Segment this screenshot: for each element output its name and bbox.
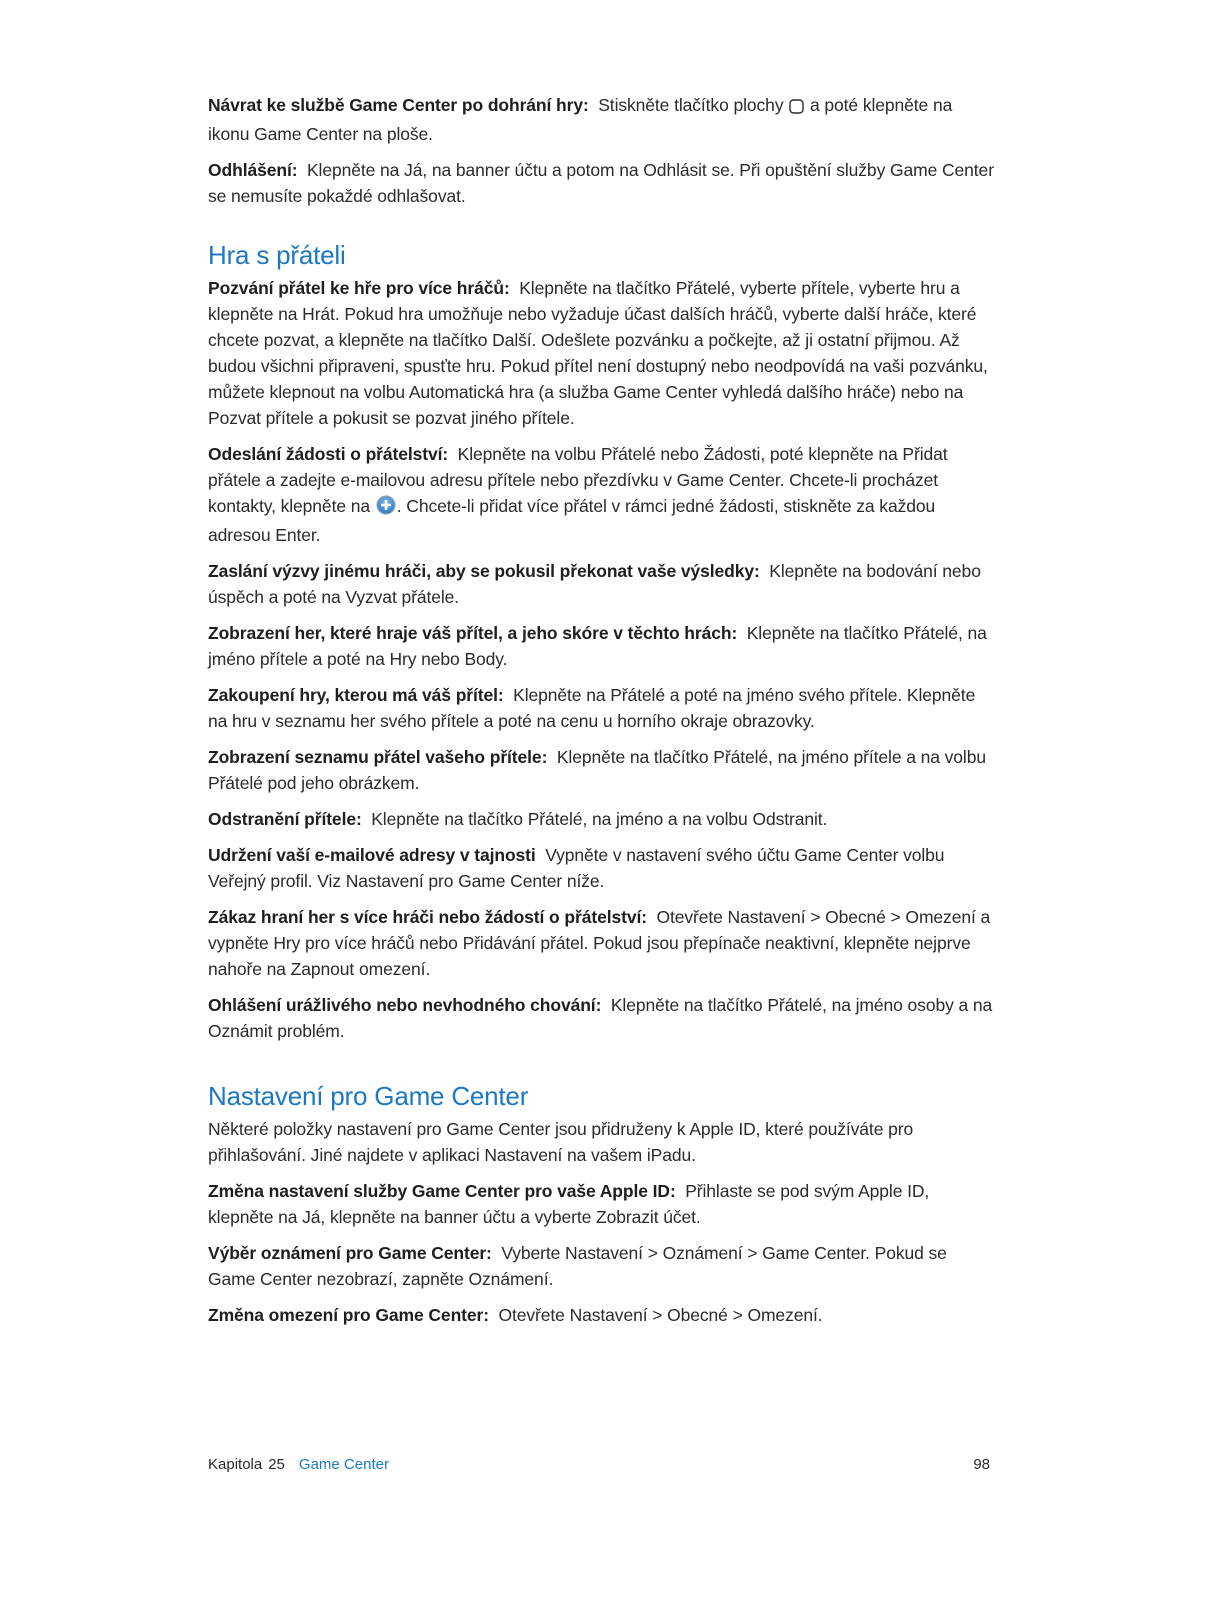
paragraph-text: Klepněte na Já, na banner účtu a potom na Odhlásit se. Při opuštění služby Game Center se nemusíte pokaždé odhlašovat. <box>208 160 994 206</box>
friends-paragraph <box>208 992 998 1044</box>
paragraph-text: Vypněte v nastavení svého účtu Game Center volbu Veřejný profil. Viz Nastavení pro Game Center níže. <box>208 845 945 891</box>
home-button-icon <box>789 95 804 121</box>
term-label: Udržení vaší e-mailové adresy v tajnosti <box>208 845 536 865</box>
paragraph-text: Klepněte na tlačítko Přátelé, na jméno osoby a na Oznámit problém. <box>208 995 993 1041</box>
friends-paragraph <box>208 558 998 610</box>
paragraph-text: Vyberte Nastavení > Oznámení > Game Center. Pokud se Game Center nezobrazí, zapněte Oznámení. <box>208 1243 947 1289</box>
chapter-number: 25 <box>268 1456 285 1473</box>
intro-paragraph-return <box>208 92 998 147</box>
paragraph-text: Klepněte na tlačítko Přátelé, na jméno přítele a poté na Hry nebo Body. <box>208 623 987 669</box>
paragraph-text: Otevřete Nastavení > Obecné > Omezení. <box>498 1305 823 1325</box>
page-content <box>208 92 998 1338</box>
term-label: Zákaz hraní her s více hráči nebo žádostí o přátelství: <box>208 907 647 927</box>
friends-paragraph <box>208 620 998 672</box>
paragraph-text: Klepněte na tlačítko Přátelé, na jméno a na volbu Odstranit. <box>371 809 828 829</box>
friends-paragraph <box>208 842 998 894</box>
friends-paragraph <box>208 744 998 796</box>
friends-paragraph <box>208 275 998 431</box>
term-label: Návrat ke službě Game Center po dohrání hry: <box>208 95 589 115</box>
paragraph-text: Klepněte na volbu Přátelé nebo Žádosti, poté klepněte na Přidat přátele a zadejte e-mailovou adresu přítele nebo přezdívku v Game Center. Chcete-li procházet kontakty, klepněte na <box>208 444 948 516</box>
term-label: Zobrazení seznamu přátel vašeho přítele: <box>208 747 548 767</box>
friends-paragraph <box>208 806 998 832</box>
settings-intro-paragraph: Některé položky nastavení pro Game Center jsou přidruženy k Apple ID, které používáte pro přihlašování. Jiné najdete v aplikaci Nastavení na vašem iPadu. <box>208 1119 914 1165</box>
term-label: Zakoupení hry, kterou má váš přítel: <box>208 685 504 705</box>
page-number: 98 <box>973 1456 990 1473</box>
term-label: Zaslání výzvy jinému hráči, aby se pokusil překonat vaše výsledky: <box>208 561 760 581</box>
paragraph-text: Klepněte na Přátelé a poté na jméno svého přítele. Klepněte na hru v seznamu her svého přítele a poté na cenu u horního okraje obrazovky. <box>208 685 976 731</box>
settings-paragraph <box>208 1178 998 1230</box>
paragraph-text: Přihlaste se pod svým Apple ID, klepněte na Já, klepněte na banner účtu a vyberte Zobrazit účet. <box>208 1181 930 1227</box>
term-label: Ohlášení urážlivého nebo nevhodného chování: <box>208 995 602 1015</box>
term-label: Zobrazení her, které hraje váš přítel, a jeho skóre v těchto hrách: <box>208 623 738 643</box>
term-label: Odeslání žádosti o přátelství: <box>208 444 449 464</box>
term-label: Změna nastavení služby Game Center pro vaše Apple ID: <box>208 1181 676 1201</box>
paragraph-text: a poté klepněte na ikonu Game Center na ploše. <box>208 95 953 144</box>
term-label: Změna omezení pro Game Center: <box>208 1305 489 1325</box>
paragraph-text: Klepněte na bodování nebo úspěch a poté na Vyzvat přátele. <box>208 561 981 607</box>
settings-paragraph <box>208 1240 998 1292</box>
chapter-name-link[interactable]: Game Center <box>298 1456 389 1473</box>
term-label: Pozvání přátel ke hře pro více hráčů: <box>208 278 510 298</box>
section-title-play-with-friends: Hra s přáteli <box>208 240 346 270</box>
paragraph-text: Klepněte na tlačítko Přátelé, vyberte přítele, vyberte hru a klepněte na Hrát. Pokud hra umožňuje nebo vyžaduje účast dalších hráčů, vyberte další hráče, které chcete pozvat, a klepněte na tlačítko Další. Odešlete pozvánku a počkejte, až ji ostatní přijmou. Až budou všichni připraveni, spusťte hru. Pokud přítel není dostupný nebo neodpovídá na vaši pozvánku, můžete klepnout na volbu Automatická hra (a služba Game Center vyhledá dalšího hráče) nebo na Pozvat přítele a pokusit se pozvat jiného přítele. <box>208 278 988 428</box>
friends-paragraph <box>208 904 998 982</box>
term-label: Odstranění přítele: <box>208 809 362 829</box>
intro-paragraph-signout <box>208 157 998 209</box>
paragraph-text: Stiskněte tlačítko plochy <box>598 95 784 115</box>
term-label: Výběr oznámení pro Game Center: <box>208 1243 492 1263</box>
paragraph-text: Otevřete Nastavení > Obecné > Omezení a vypněte Hry pro více hráčů nebo Přidávání přátel. Pokud jsou přepínače neaktivní, klepněte nejprve nahoře na Zapnout omezení. <box>208 907 991 979</box>
term-label: Odhlášení: <box>208 160 298 180</box>
section-title-game-center-settings: Nastavení pro Game Center <box>208 1081 529 1111</box>
settings-paragraph <box>208 1302 998 1328</box>
paragraph-text: Klepněte na tlačítko Přátelé, na jméno přítele a na volbu Přátelé pod jeho obrázkem. <box>208 747 986 793</box>
friends-paragraph <box>208 682 998 734</box>
page-footer <box>208 1455 990 1475</box>
paragraph-text: . Chcete-li přidat více přátel v rámci jedné žádosti, stiskněte za každou adresou Enter. <box>208 496 936 545</box>
chapter-label: Kapitola <box>208 1456 263 1473</box>
friends-paragraph <box>208 441 998 548</box>
add-contact-icon <box>376 495 396 522</box>
